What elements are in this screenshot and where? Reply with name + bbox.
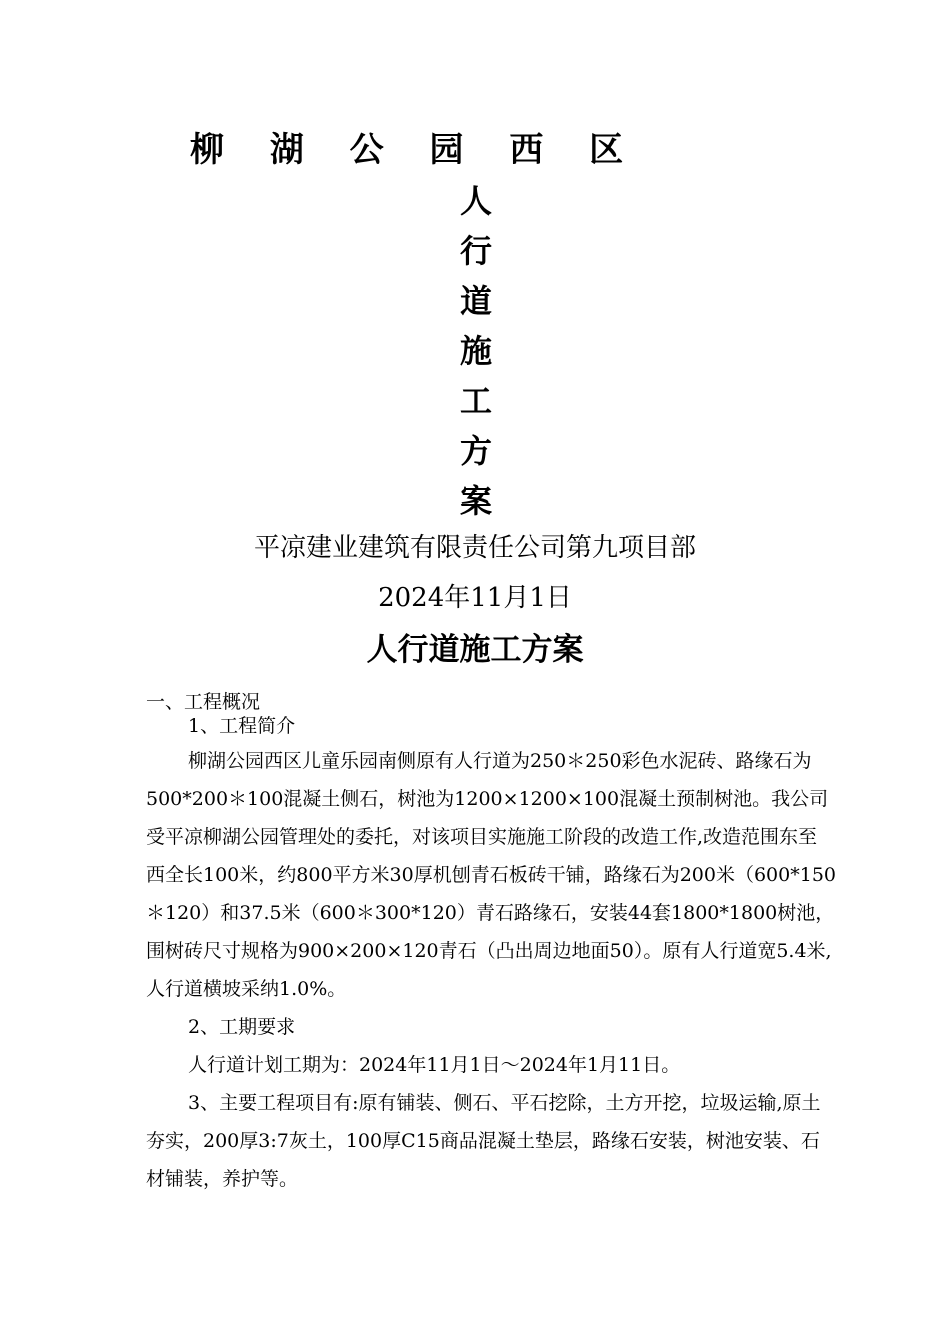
section-heading: 一、工程概况 <box>146 691 261 713</box>
cover-vertical-char: 案 <box>459 482 492 520</box>
document-heading: 人行道施工方案 <box>366 632 584 668</box>
cover-vertical-char: 道 <box>459 282 492 320</box>
cover-vertical-char: 方 <box>459 432 492 470</box>
subsection-heading: 2、工期要求 <box>188 1016 296 1038</box>
cover-vertical-char: 施 <box>459 332 492 370</box>
cover-title-line: 柳 湖 公 园 西 区 <box>190 130 641 170</box>
cover-vertical-char: 工 <box>459 382 492 420</box>
main-items-paragraph: 3、主要工程项目有:原有铺装、侧石、平石挖除，土方开挖，垃圾运输,原土夯实，200厚3:7灰土，100厚C15商品混凝土垫层，路缘石安装，树池安装、石材铺装，养护等。 <box>146 1092 821 1190</box>
cover-vertical-char: 人 <box>459 182 492 220</box>
schedule-paragraph: 人行道计划工期为：2024年11月1日～2024年1月11日。 <box>188 1054 681 1076</box>
document-body <box>146 690 836 1198</box>
subsection-heading: 1、工程简介 <box>188 715 296 737</box>
company-name: 平凉建业建筑有限责任公司第九项目部 <box>253 533 696 563</box>
cover-date: 2024年11月1日 <box>378 583 572 613</box>
cover-vertical-char: 行 <box>459 232 492 270</box>
cover-vertical-title <box>456 176 496 526</box>
project-intro-paragraph: 柳湖公园西区儿童乐园南侧原有人行道为250＊250彩色水泥砖、路缘石为500*200＊100混凝土侧石，树池为1200×1200×100混凝土预制树池。我公司受平凉柳湖公园管理处的委托，对该项目实施施工阶段的改造工作,改造范围东至西全长100米，约800平方米30厚机刨青石板砖干铺，路缘石为200米（600*150＊120）和37.5米（600＊300*120）青石路缘石，安装44套1800*1800树池，围树砖尺寸规格为900×200×120青石（凸出周边地面50）。原有人行道宽5.4米,人行道横坡采纳1.0%。 <box>146 750 837 1000</box>
